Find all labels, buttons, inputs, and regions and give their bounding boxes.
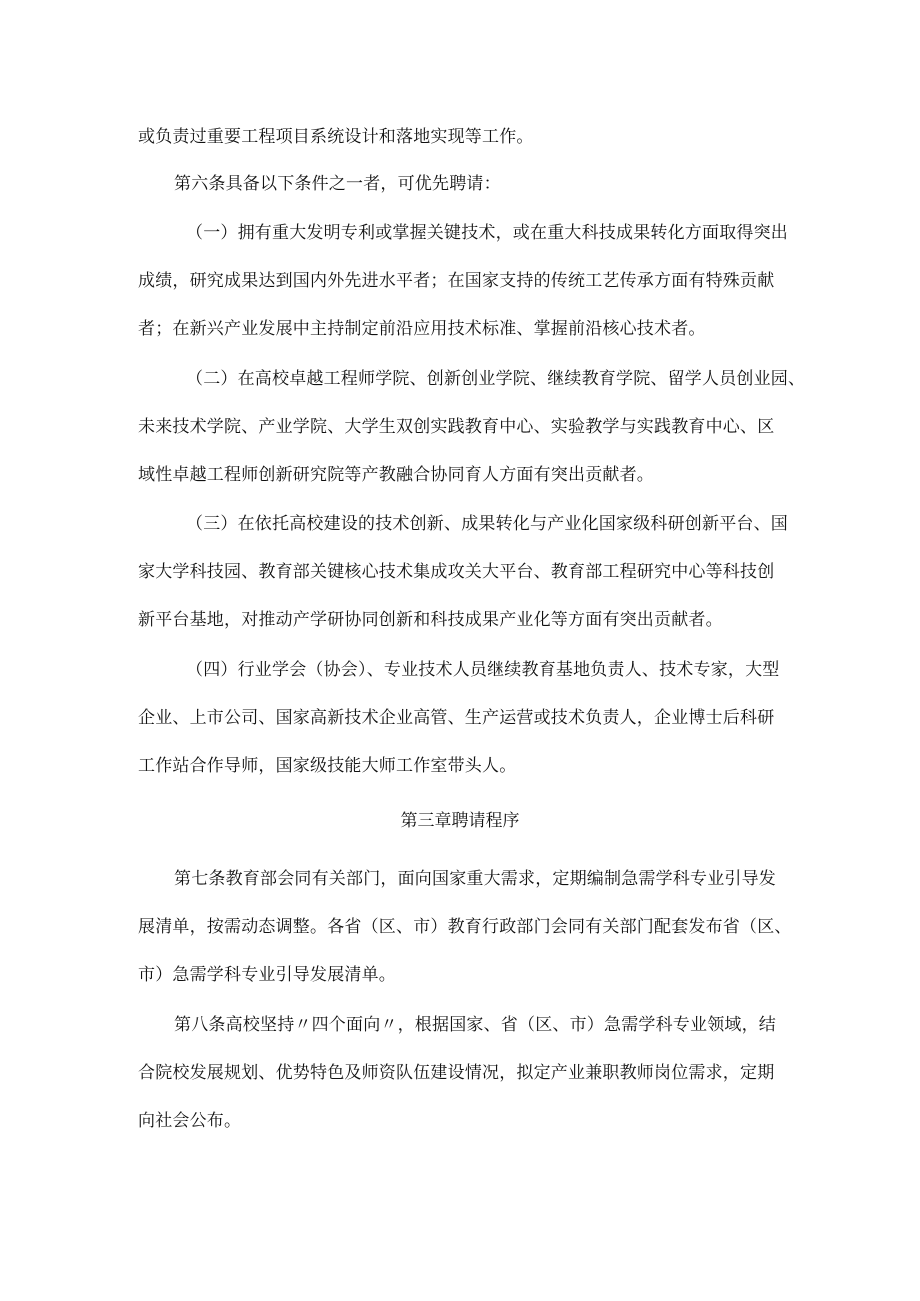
article-8-line: 向社会公布。 bbox=[138, 1111, 242, 1131]
article-7-line: 市）急需学科专业引导发展清单。 bbox=[138, 965, 396, 985]
clause-2-line: （二）在高校卓越工程师学院、创新创业学院、继续教育学院、留学人员创业园、 bbox=[186, 369, 806, 389]
article-8-line: 第八条高校坚持〃四个面向〃，根据国家、省（区、市）急需学科专业领域，结 bbox=[174, 1015, 776, 1035]
clause-3-line: （三）在依托高校建设的技术创新、成果转化与产业化国家级科研创新平台、国 bbox=[186, 514, 788, 534]
clause-2-line: 未来技术学院、产业学院、大学生双创实践教育中心、实验教学与实践教育中心、区 bbox=[138, 417, 775, 437]
clause-1-line: 者；在新兴产业发展中主持制定前沿应用技术标准、掌握前沿核心技术者。 bbox=[138, 319, 706, 339]
clause-2-line: 域性卓越工程师创新研究院等产教融合协同育人方面有突出贡献者。 bbox=[138, 465, 654, 485]
clause-3-line: 新平台基地，对推动产学研协同创新和科技成果产业化等方面有突出贡献者。 bbox=[138, 610, 723, 630]
clause-4-line: 工作站合作导师，国家级技能大师工作室带头人。 bbox=[138, 756, 517, 776]
clause-3-line: 家大学科技园、教育部关键核心技术集成攻关大平台、教育部工程研究中心等科技创 bbox=[138, 562, 775, 582]
article-6-intro: 第六条具备以下条件之一者，可优先聘请： bbox=[174, 174, 501, 194]
chapter-heading: 第三章聘请程序 bbox=[400, 811, 520, 831]
article-8-line: 合院校发展规划、优势特色及师资队伍建设情况，拟定产业兼职教师岗位需求，定期 bbox=[138, 1063, 775, 1083]
article-7-line: 展清单，按需动态调整。各省（区、市）教育行政部门会同有关部门配套发布省（区、 bbox=[138, 917, 792, 937]
clause-1-line: （一）拥有重大发明专利或掌握关键技术，或在重大科技成果转化方面取得突出 bbox=[186, 223, 788, 243]
clause-4-line: 企业、上市公司、国家高新技术企业高管、生产运营或技术负责人，企业博士后科研 bbox=[138, 708, 775, 728]
clause-1-line: 成绩，研究成果达到国内外先进水平者；在国家支持的传统工艺传承方面有特殊贡献 bbox=[138, 271, 775, 291]
clause-4-line: （四）行业学会（协会）、专业技术人员继续教育基地负责人、技术专家，大型 bbox=[186, 660, 780, 680]
text-line: 或负责过重要工程项目系统设计和落地实现等工作。 bbox=[138, 127, 534, 147]
article-7-line: 第七条教育部会同有关部门，面向国家重大需求，定期编制急需学科专业引导发 bbox=[174, 869, 776, 889]
